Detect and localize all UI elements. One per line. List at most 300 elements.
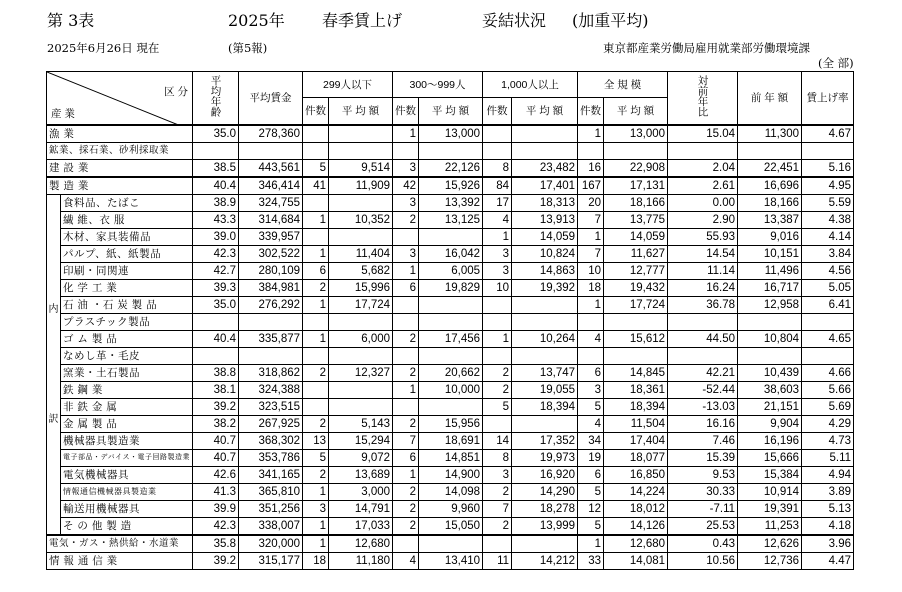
- cell-a3: [512, 297, 578, 314]
- cell-a4: 17,724: [604, 297, 668, 314]
- cell-rate: 4.73: [802, 433, 854, 450]
- cell-a4: 19,432: [604, 280, 668, 297]
- table-row: [47, 125, 854, 143]
- cell-wage: 341,165: [239, 467, 303, 484]
- header-g1: 299人以下: [303, 72, 393, 98]
- cell-yoy: -7.11: [668, 501, 738, 518]
- cell-c4: 3: [578, 382, 604, 399]
- cell-a2: 20,662: [419, 365, 483, 382]
- cell-wage: 320,000: [239, 535, 303, 553]
- table-row: [47, 467, 854, 484]
- cell-rate: [802, 314, 854, 331]
- cell-yoy: 36.78: [668, 297, 738, 314]
- cell-prev: 16,696: [738, 177, 802, 195]
- cell-wage: 267,925: [239, 416, 303, 433]
- cell-a4: 18,012: [604, 501, 668, 518]
- cell-c2: 1: [393, 382, 419, 399]
- cell-a2: [419, 229, 483, 246]
- header-avg-amount: 平 均 額: [419, 98, 483, 125]
- cell-yoy: 14.54: [668, 246, 738, 263]
- cell-c3: 7: [483, 501, 512, 518]
- cell-yoy: 2.90: [668, 212, 738, 229]
- cell-a1: 14,791: [329, 501, 393, 518]
- header-count: 件数: [303, 98, 329, 125]
- row-name: 電気機械器具: [61, 467, 193, 484]
- cell-a4: 18,166: [604, 195, 668, 212]
- cell-a2: 13,410: [419, 553, 483, 570]
- cell-yoy: 2.04: [668, 160, 738, 178]
- department: 東京都産業労働局雇用就業部労働環境課: [603, 41, 810, 55]
- cell-wage: 314,684: [239, 212, 303, 229]
- header-count: 件数: [578, 98, 604, 125]
- cell-a3: 10,824: [512, 246, 578, 263]
- cell-c1: [303, 229, 329, 246]
- cell-a3: 14,290: [512, 484, 578, 501]
- cell-prev: 22,451: [738, 160, 802, 178]
- cell-c1: 2: [303, 365, 329, 382]
- cell-yoy: 15.39: [668, 450, 738, 467]
- cell-a1: 10,352: [329, 212, 393, 229]
- cell-wage: 324,755: [239, 195, 303, 212]
- cell-a2: 16,042: [419, 246, 483, 263]
- cell-c3: 1: [483, 331, 512, 348]
- cell-a2: 13,000: [419, 125, 483, 143]
- header-avg-amount: 平 均 額: [512, 98, 578, 125]
- row-name: 製 造 業: [47, 177, 193, 195]
- cell-a3: 19,973: [512, 450, 578, 467]
- cell-a1: 11,180: [329, 553, 393, 570]
- cell-c4: 1: [578, 535, 604, 553]
- cell-a3: 18,394: [512, 399, 578, 416]
- cell-c3: 2: [483, 382, 512, 399]
- table-row: [47, 160, 854, 178]
- table-row: [47, 195, 854, 212]
- cell-c4: [578, 143, 604, 160]
- cell-prev: 38,603: [738, 382, 802, 399]
- cell-a2: 15,926: [419, 177, 483, 195]
- cell-rate: 4.18: [802, 518, 854, 536]
- row-name: 鉱業、採石業、砂利採取業: [47, 143, 193, 160]
- table-row: [47, 433, 854, 450]
- cell-a3: [512, 314, 578, 331]
- cell-rate: 5.66: [802, 382, 854, 399]
- cell-c4: 5: [578, 518, 604, 536]
- cell-a3: [512, 416, 578, 433]
- table-row: [47, 382, 854, 399]
- cell-a1: 12,327: [329, 365, 393, 382]
- cell-age: 40.7: [193, 450, 239, 467]
- table-row: [47, 348, 854, 365]
- cell-a2: 13,125: [419, 212, 483, 229]
- cell-prev: [738, 314, 802, 331]
- cell-c3: 3: [483, 467, 512, 484]
- cell-age: 42.6: [193, 467, 239, 484]
- cell-c4: [578, 348, 604, 365]
- table-row: [47, 229, 854, 246]
- cell-c2: 2: [393, 501, 419, 518]
- cell-c2: 3: [393, 195, 419, 212]
- cell-age: 39.2: [193, 399, 239, 416]
- cell-yoy: [668, 314, 738, 331]
- row-name: 非 鉄 金 属: [61, 399, 193, 416]
- cell-age: 38.5: [193, 160, 239, 178]
- cell-wage: 338,007: [239, 518, 303, 536]
- cell-rate: 4.47: [802, 553, 854, 570]
- cell-a1: 12,680: [329, 535, 393, 553]
- cell-yoy: 44.50: [668, 331, 738, 348]
- table-row: [47, 553, 854, 570]
- cell-c2: 6: [393, 280, 419, 297]
- cell-a4: 13,000: [604, 125, 668, 143]
- cell-a3: 19,055: [512, 382, 578, 399]
- cell-c2: 6: [393, 450, 419, 467]
- cell-wage: 302,522: [239, 246, 303, 263]
- table-row: [47, 280, 854, 297]
- cell-rate: 4.95: [802, 177, 854, 195]
- cell-c2: 1: [393, 467, 419, 484]
- table-row: [47, 212, 854, 229]
- cell-a3: [512, 348, 578, 365]
- cell-a4: 17,131: [604, 177, 668, 195]
- table-row: [47, 518, 854, 536]
- cell-a4: 11,627: [604, 246, 668, 263]
- cell-a3: 10,264: [512, 331, 578, 348]
- cell-wage: [239, 348, 303, 365]
- cell-c1: [303, 143, 329, 160]
- row-name: プラスチック製品: [61, 314, 193, 331]
- cell-c4: 7: [578, 246, 604, 263]
- header-avg-amount: 平 均 額: [604, 98, 668, 125]
- cell-age: 42.3: [193, 246, 239, 263]
- cell-rate: 4.65: [802, 331, 854, 348]
- header-g2: 300〜999人: [393, 72, 483, 98]
- cell-prev: 12,958: [738, 297, 802, 314]
- cell-c4: 5: [578, 484, 604, 501]
- cell-age: 42.7: [193, 263, 239, 280]
- cell-a2: 18,691: [419, 433, 483, 450]
- table-row: [47, 365, 854, 382]
- cell-c1: [303, 399, 329, 416]
- cell-c2: [393, 348, 419, 365]
- cell-c2: 1: [393, 125, 419, 143]
- cell-a3: 17,352: [512, 433, 578, 450]
- cell-a4: 17,404: [604, 433, 668, 450]
- cell-a1: [329, 348, 393, 365]
- cell-rate: 5.69: [802, 399, 854, 416]
- cell-c4: 4: [578, 416, 604, 433]
- cell-c1: 1: [303, 331, 329, 348]
- cell-a1: [329, 314, 393, 331]
- header-yoy: 対前年比: [668, 72, 738, 126]
- cell-a4: 18,394: [604, 399, 668, 416]
- cell-c3: 10: [483, 280, 512, 297]
- cell-c3: [483, 348, 512, 365]
- cell-a2: [419, 143, 483, 160]
- wage-table: [46, 71, 854, 570]
- cell-rate: 5.05: [802, 280, 854, 297]
- header-g4: 全 規 模: [578, 72, 668, 98]
- cell-c4: 7: [578, 212, 604, 229]
- row-name: 石 油 ・石 炭 製 品: [61, 297, 193, 314]
- row-name: 窯業・土石製品: [61, 365, 193, 382]
- cell-a4: 18,077: [604, 450, 668, 467]
- cell-rate: [802, 143, 854, 160]
- cell-rate: 4.14: [802, 229, 854, 246]
- title-method: (加重平均): [572, 11, 649, 30]
- cell-rate: 5.16: [802, 160, 854, 178]
- cell-a1: 5,143: [329, 416, 393, 433]
- cell-a1: 15,294: [329, 433, 393, 450]
- header-avg-age: 平均年齢: [193, 72, 239, 126]
- cell-prev: 21,151: [738, 399, 802, 416]
- cell-wage: 318,862: [239, 365, 303, 382]
- cell-c1: 6: [303, 263, 329, 280]
- cell-age: 38.1: [193, 382, 239, 399]
- table-row: [47, 297, 854, 314]
- cell-a2: 13,392: [419, 195, 483, 212]
- row-name: 漁 業: [47, 125, 193, 143]
- cell-a1: 11,909: [329, 177, 393, 195]
- cell-wage: 324,388: [239, 382, 303, 399]
- cell-c4: 1: [578, 125, 604, 143]
- cell-a2: [419, 399, 483, 416]
- cell-c2: [393, 399, 419, 416]
- cell-c2: 2: [393, 212, 419, 229]
- cell-c3: 4: [483, 212, 512, 229]
- cell-wage: [239, 143, 303, 160]
- cell-wage: 315,177: [239, 553, 303, 570]
- cell-a2: 22,126: [419, 160, 483, 178]
- cell-c3: 17: [483, 195, 512, 212]
- cell-c3: 8: [483, 450, 512, 467]
- cell-age: [193, 348, 239, 365]
- cell-a4: 13,775: [604, 212, 668, 229]
- cell-wage: 346,414: [239, 177, 303, 195]
- cell-c2: 1: [393, 263, 419, 280]
- cell-c2: [393, 297, 419, 314]
- cell-c3: 1: [483, 229, 512, 246]
- cell-wage: [239, 314, 303, 331]
- cell-c3: 11: [483, 553, 512, 570]
- cell-a4: [604, 143, 668, 160]
- cell-c4: 4: [578, 331, 604, 348]
- cell-c4: 19: [578, 450, 604, 467]
- cell-prev: 16,717: [738, 280, 802, 297]
- cell-a2: 17,456: [419, 331, 483, 348]
- cell-yoy: 2.61: [668, 177, 738, 195]
- cell-yoy: 55.93: [668, 229, 738, 246]
- cell-c4: 10: [578, 263, 604, 280]
- cell-rate: 3.96: [802, 535, 854, 553]
- cell-wage: 353,786: [239, 450, 303, 467]
- cell-c1: 2: [303, 416, 329, 433]
- cell-wage: 351,256: [239, 501, 303, 518]
- header-count: 件数: [483, 98, 512, 125]
- row-name: 機械器具製造業: [61, 433, 193, 450]
- table-row: [47, 450, 854, 467]
- cell-c3: 8: [483, 160, 512, 178]
- row-name: そ の 他 製 造: [61, 518, 193, 536]
- header-avg-wage: 平均賃金: [239, 72, 303, 126]
- cell-a1: 17,033: [329, 518, 393, 536]
- cell-c4: 33: [578, 553, 604, 570]
- cell-yoy: -52.44: [668, 382, 738, 399]
- cell-c1: [303, 382, 329, 399]
- cell-c3: [483, 535, 512, 553]
- cell-a2: [419, 348, 483, 365]
- cell-a3: 18,278: [512, 501, 578, 518]
- table-row: [47, 263, 854, 280]
- cell-a4: 11,504: [604, 416, 668, 433]
- cell-rate: 4.29: [802, 416, 854, 433]
- cell-c1: 1: [303, 484, 329, 501]
- cell-c2: 3: [393, 160, 419, 178]
- cell-c3: 14: [483, 433, 512, 450]
- row-name: 印刷・同関連: [61, 263, 193, 280]
- cell-yoy: 11.14: [668, 263, 738, 280]
- cell-prev: [738, 348, 802, 365]
- cell-wage: 384,981: [239, 280, 303, 297]
- header-sangyo: 産 業: [51, 108, 75, 120]
- cell-yoy: 0.00: [668, 195, 738, 212]
- cell-a3: 17,401: [512, 177, 578, 195]
- cell-rate: 4.56: [802, 263, 854, 280]
- table-row: [47, 416, 854, 433]
- row-name: 食料品、たばこ: [61, 195, 193, 212]
- table-row: [47, 501, 854, 518]
- cell-age: 39.9: [193, 501, 239, 518]
- cell-a4: 12,680: [604, 535, 668, 553]
- cell-prev: 10,914: [738, 484, 802, 501]
- cell-rate: 4.94: [802, 467, 854, 484]
- cell-c4: 6: [578, 365, 604, 382]
- cell-a4: 14,224: [604, 484, 668, 501]
- cell-a2: 10,000: [419, 382, 483, 399]
- cell-prev: 9,904: [738, 416, 802, 433]
- cell-a3: 19,392: [512, 280, 578, 297]
- cell-c4: 167: [578, 177, 604, 195]
- cell-age: [193, 143, 239, 160]
- row-name: 情報通信機械器具製造業: [61, 484, 193, 501]
- cell-c3: [483, 314, 512, 331]
- cell-age: 39.3: [193, 280, 239, 297]
- cell-a1: 9,072: [329, 450, 393, 467]
- cell-a4: 14,845: [604, 365, 668, 382]
- cell-a1: 6,000: [329, 331, 393, 348]
- cell-a4: 16,850: [604, 467, 668, 484]
- cell-c3: 3: [483, 246, 512, 263]
- cell-a1: 13,689: [329, 467, 393, 484]
- cell-prev: [738, 143, 802, 160]
- cell-yoy: -13.03: [668, 399, 738, 416]
- cell-a1: 9,514: [329, 160, 393, 178]
- cell-c1: [303, 195, 329, 212]
- title-topic: 春季賃上げ: [322, 11, 403, 30]
- cell-a1: [329, 143, 393, 160]
- cell-c2: 3: [393, 246, 419, 263]
- cell-a4: 14,126: [604, 518, 668, 536]
- cell-a1: [329, 399, 393, 416]
- header-kubun: 区 分: [164, 86, 189, 98]
- uchiwake-label: 内訳: [47, 195, 61, 536]
- cell-a2: [419, 535, 483, 553]
- cell-rate: 5.11: [802, 450, 854, 467]
- cell-c4: 16: [578, 160, 604, 178]
- row-name: なめし革・毛皮: [61, 348, 193, 365]
- cell-c2: 2: [393, 416, 419, 433]
- cell-prev: 13,387: [738, 212, 802, 229]
- cell-prev: 11,253: [738, 518, 802, 536]
- cell-a3: 16,920: [512, 467, 578, 484]
- cell-yoy: 15.04: [668, 125, 738, 143]
- cell-c1: [303, 125, 329, 143]
- cell-a2: 14,098: [419, 484, 483, 501]
- cell-age: [193, 314, 239, 331]
- cell-prev: 18,166: [738, 195, 802, 212]
- cell-rate: 3.89: [802, 484, 854, 501]
- cell-c3: 5: [483, 399, 512, 416]
- cell-c1: 3: [303, 501, 329, 518]
- cell-a3: 18,313: [512, 195, 578, 212]
- cell-wage: 278,360: [239, 125, 303, 143]
- cell-yoy: 42.21: [668, 365, 738, 382]
- cell-a4: 14,081: [604, 553, 668, 570]
- cell-a2: [419, 314, 483, 331]
- cell-age: 39.2: [193, 553, 239, 570]
- cell-c2: 7: [393, 433, 419, 450]
- cell-wage: 335,877: [239, 331, 303, 348]
- cell-a1: [329, 125, 393, 143]
- cell-c2: 2: [393, 518, 419, 536]
- cell-a1: [329, 195, 393, 212]
- cell-age: 38.2: [193, 416, 239, 433]
- cell-a1: 11,404: [329, 246, 393, 263]
- cell-a4: 14,059: [604, 229, 668, 246]
- cell-c4: 12: [578, 501, 604, 518]
- cell-age: 35.8: [193, 535, 239, 553]
- cell-c1: 5: [303, 450, 329, 467]
- cell-c3: 3: [483, 263, 512, 280]
- cell-a3: 13,747: [512, 365, 578, 382]
- cell-a1: 5,682: [329, 263, 393, 280]
- table-body: [47, 125, 854, 570]
- cell-age: 35.0: [193, 297, 239, 314]
- cell-c2: [393, 143, 419, 160]
- row-name: 木材、家具装備品: [61, 229, 193, 246]
- header-kubun-sangyo: [47, 72, 193, 126]
- cell-a4: 12,777: [604, 263, 668, 280]
- cell-a3: [512, 125, 578, 143]
- cell-a1: [329, 229, 393, 246]
- cell-yoy: [668, 348, 738, 365]
- cell-age: 39.0: [193, 229, 239, 246]
- cell-c4: 6: [578, 467, 604, 484]
- cell-age: 40.7: [193, 433, 239, 450]
- table-row: [47, 314, 854, 331]
- cell-c4: [578, 314, 604, 331]
- cell-prev: 16,196: [738, 433, 802, 450]
- cell-prev: 11,496: [738, 263, 802, 280]
- cell-a2: 15,050: [419, 518, 483, 536]
- cell-wage: 280,109: [239, 263, 303, 280]
- cell-prev: 12,626: [738, 535, 802, 553]
- cell-prev: 11,300: [738, 125, 802, 143]
- cell-a2: 9,960: [419, 501, 483, 518]
- cell-prev: 10,151: [738, 246, 802, 263]
- cell-wage: 365,810: [239, 484, 303, 501]
- cell-c1: 18: [303, 553, 329, 570]
- row-name: 電気・ガス・熱供給・水道業: [47, 535, 193, 553]
